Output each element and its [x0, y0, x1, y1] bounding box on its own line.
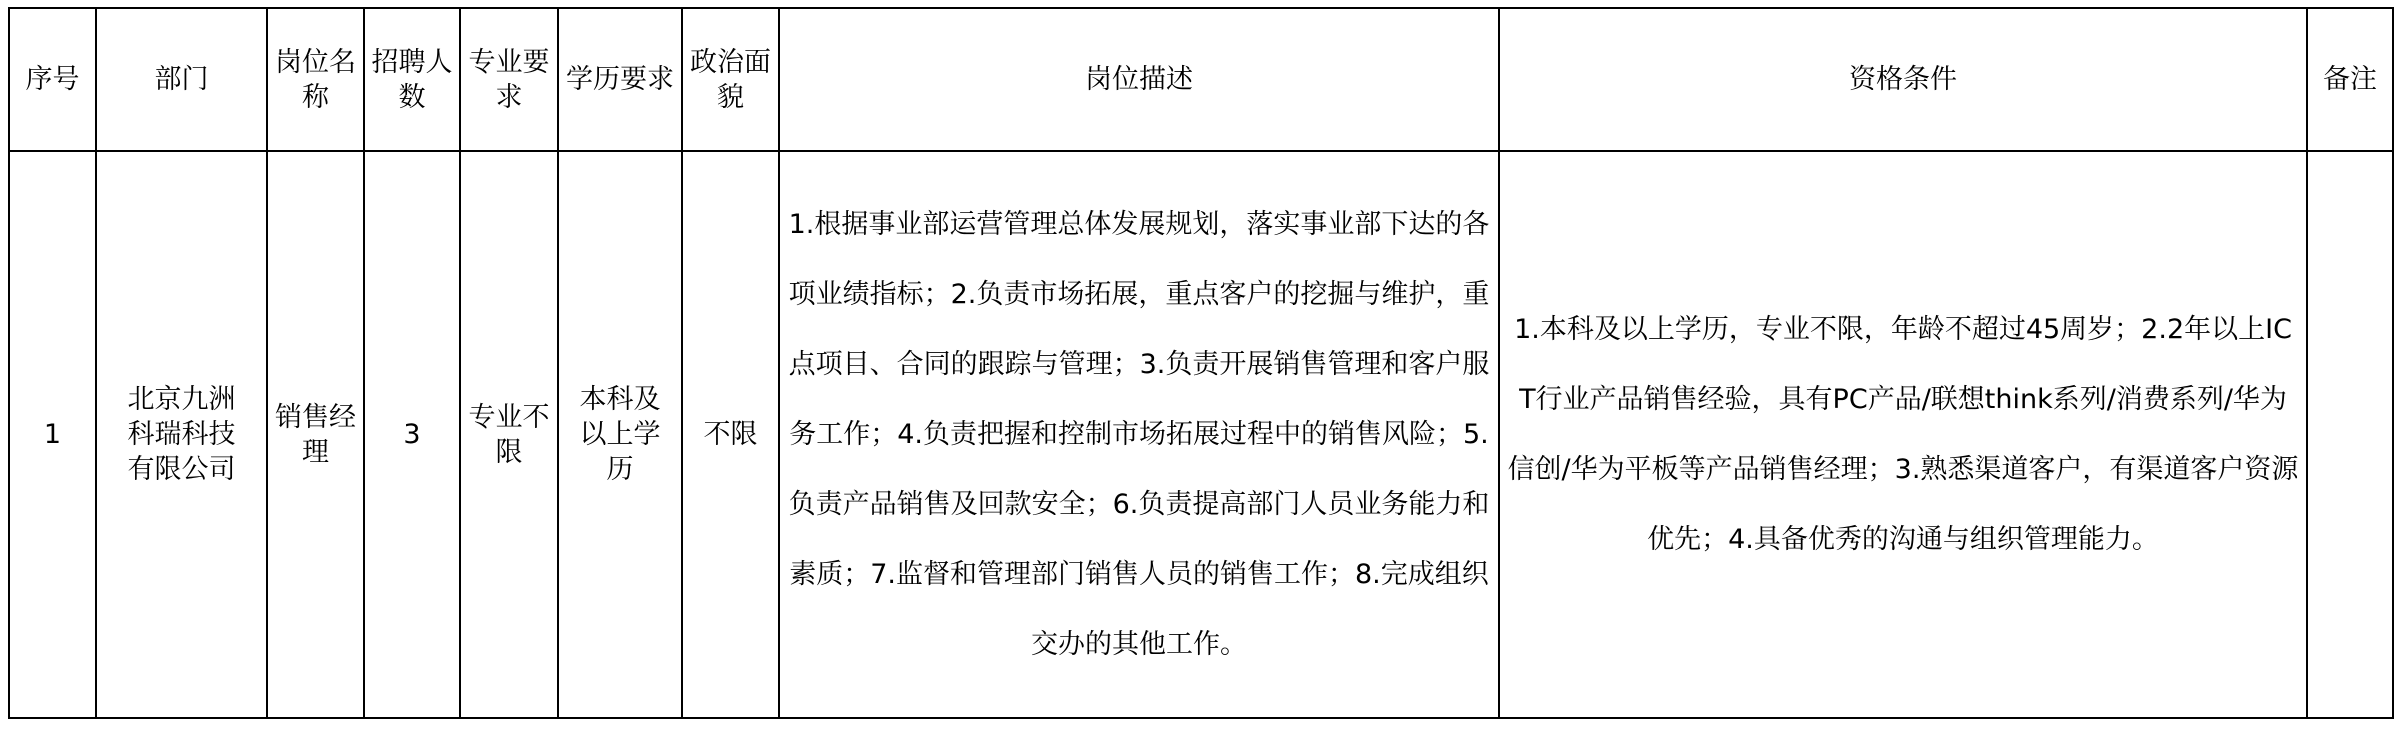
cell-qualification: [1499, 151, 2307, 718]
header-education: 学历要求: [558, 8, 682, 151]
cell-description: [779, 151, 1499, 718]
cell-remark: [2307, 151, 2393, 718]
table-row: [9, 151, 2393, 718]
header-political: 政治面貌: [682, 8, 779, 151]
cell-major: 专业不限: [460, 151, 558, 718]
cell-education: 本科及以上学历: [558, 151, 682, 718]
description-text: 1.根据事业部运营管理总体发展规划，落实事业部下达的各项业绩指标；2.负责市场拓展，重点客户的挖掘与维护，重点项目、合同的跟踪与管理；3.负责开展销售管理和客户服务工作；4.负责把握和控制市场拓展过程中的销售风险；5.负责产品销售及回款安全；6.负责提高部门人员业务能力和素质；7.监督和管理部门销售人员的销售工作；8.完成组织交办的其他工作。: [788, 208, 1490, 660]
header-dept: 部门: [96, 8, 267, 151]
header-headcount: 招聘人数: [364, 8, 460, 151]
recruitment-table: [8, 7, 2394, 719]
cell-position: 销售经理: [267, 151, 364, 718]
cell-headcount: 3: [364, 151, 460, 718]
qualification-text: 1.本科及以上学历，专业不限，年龄不超过45周岁；2.2年以上ICT行业产品销售经验，具有PC产品/联想think系列/消费系列/华为信创/华为平板等产品销售经理；3.熟悉渠道客户，有渠道客户资源优先；4.具备优秀的沟通与组织管理能力。: [1507, 313, 2299, 555]
cell-dept: 北京九洲科瑞科技有限公司: [96, 151, 267, 718]
header-position: 岗位名称: [267, 8, 364, 151]
header-row: [9, 8, 2393, 151]
header-description: 岗位描述: [779, 8, 1499, 151]
cell-seq: 1: [9, 151, 96, 718]
header-seq: 序号: [9, 8, 96, 151]
header-major: 专业要求: [460, 8, 558, 151]
header-remark: 备注: [2307, 8, 2393, 151]
cell-political: 不限: [682, 151, 779, 718]
header-qualification: 资格条件: [1499, 8, 2307, 151]
